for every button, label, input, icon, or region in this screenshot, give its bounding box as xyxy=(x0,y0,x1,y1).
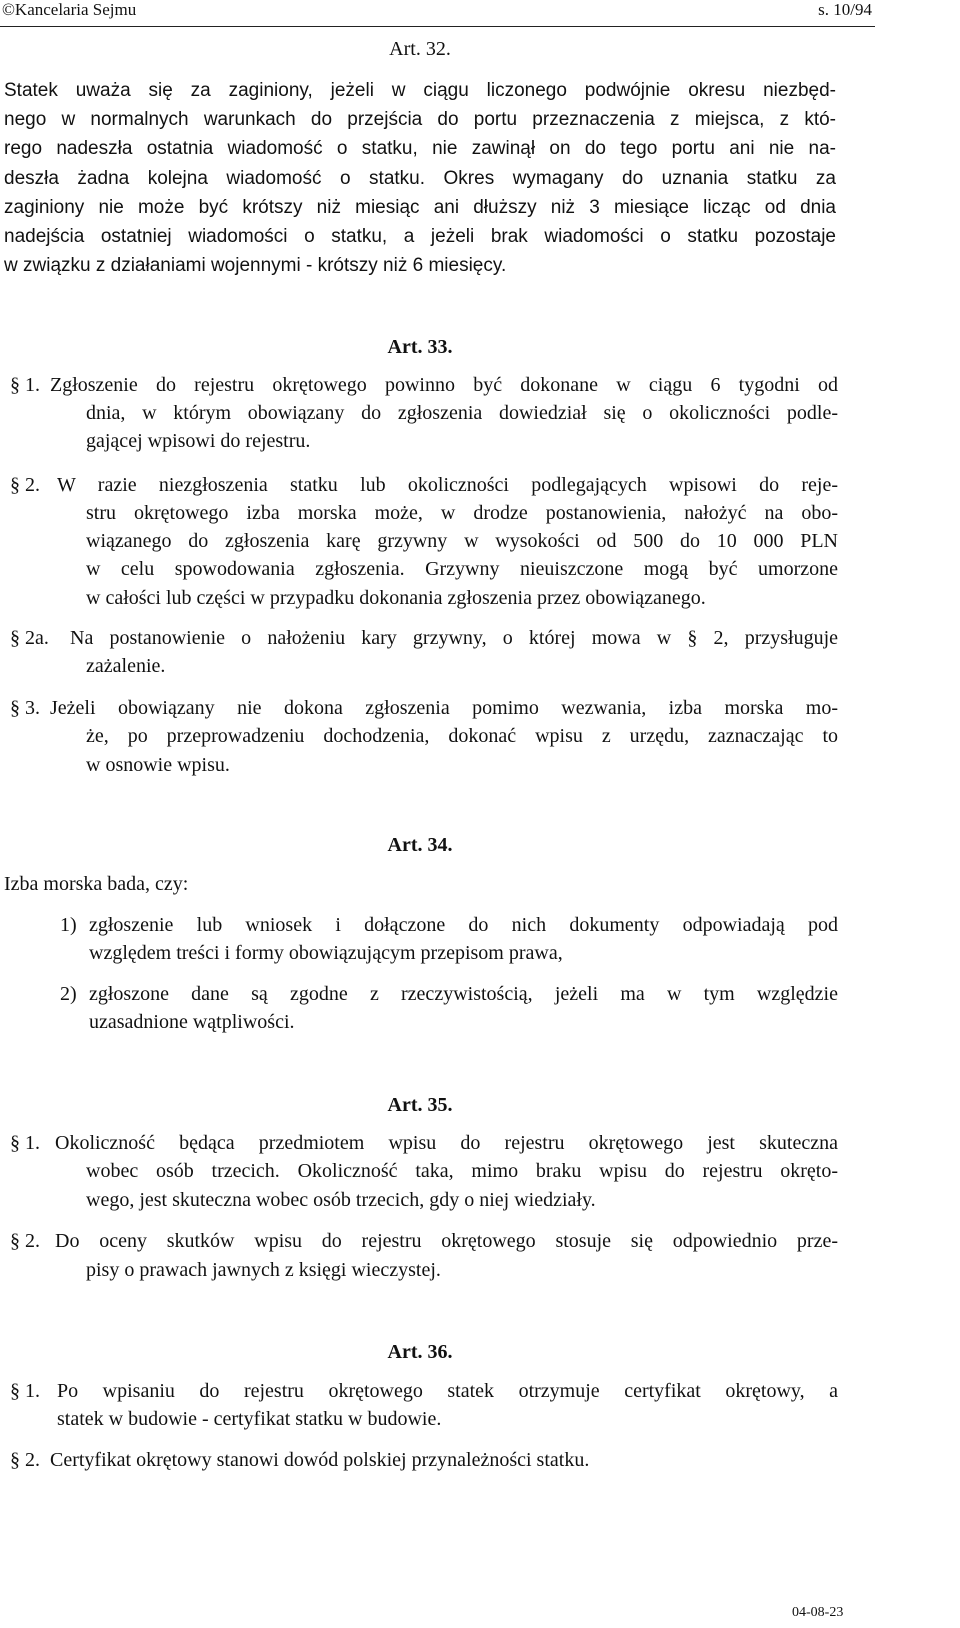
art32-line: zaginiony nie może być krótszy niż miesiąc ani dłuższy niż 3 miesiące licząc od dnia xyxy=(4,197,836,218)
art35-p1-line: wobec osób trzecich. Okoliczność taka, mimo braku wpisu do rejestru okręto- xyxy=(86,1160,838,1182)
art32-line: w związku z działaniami wojennymi - krótszy niż 6 miesięcy. xyxy=(4,255,507,276)
art32-line: nadejścia ostatniej wiadomości o statku, a jeżeli brak wiadomości o statku pozostaje xyxy=(4,226,836,247)
art33-p2-line: stru okrętowego izba morska może, w drodze postanowienia, nałożyć na obo- xyxy=(86,502,838,524)
art33-p3-line: że, po przeprowadzeniu dochodzenia, dokonać wpisu z urzędu, zaznaczając to xyxy=(86,725,838,747)
art36-p1-line: statek w budowie - certyfikat statku w budowie. xyxy=(57,1408,442,1430)
art33-p2-line: w całości lub części w przypadku dokonania zgłoszenia przez obowiązanego. xyxy=(86,587,706,609)
header-page-number: s. 10/94 xyxy=(818,0,872,19)
art33-p1-line: gającej wpisowi do rejestru. xyxy=(86,430,311,452)
art35-p1-line: Okoliczność będąca przedmiotem wpisu do rejestru okrętowego jest skuteczna xyxy=(55,1132,838,1154)
art33-p2a-line: zażalenie. xyxy=(86,655,166,677)
art34-item1-line: zgłoszenie lub wniosek i dołączone do nich dokumenty odpowiadają pod xyxy=(89,914,838,936)
art34-item1-line: względem treści i formy obowiązującym przepisom prawa, xyxy=(89,942,563,964)
article-34-title: Art. 34. xyxy=(387,834,453,856)
art32-line: Statek uważa się za zaginiony, jeżeli w ciągu liczonego podwójnie okresu niezbęd- xyxy=(4,80,836,101)
art35-p2-line: pisy o prawach jawnych z księgi wieczystej. xyxy=(86,1259,441,1281)
art33-p3-line: Jeżeli obowiązany nie dokona zgłoszenia pomimo wezwania, izba morska mo- xyxy=(50,697,838,719)
article-36-title: Art. 36. xyxy=(387,1341,453,1363)
art35-p1-line: wego, jest skuteczna wobec osób trzecich, gdy o niej wiedziały. xyxy=(86,1189,596,1211)
footer-date: 04-08-23 xyxy=(792,1605,844,1620)
item-number: 1) xyxy=(60,914,77,936)
art34-item2-line: uzasadnione wątpliwości. xyxy=(89,1011,295,1033)
art33-p2-line: wiązanego do zgłoszenia karę grzywny w wysokości od 500 do 10 000 PLN xyxy=(86,530,838,552)
art33-p2a-line: Na postanowienie o nałożeniu kary grzywny, o której mowa w § 2, przysługuje xyxy=(70,627,838,649)
page-header xyxy=(0,0,875,27)
art36-p1-line: Po wpisaniu do rejestru okrętowego statek otrzymuje certyfikat okrętowy, a xyxy=(57,1380,838,1402)
art33-p1-line: dnia, w którym obowiązany do zgłoszenia dowiedział się o okoliczności podle- xyxy=(86,402,838,424)
art34-item2-line: zgłoszone dane są zgodne z rzeczywistością, jeżeli ma w tym względzie xyxy=(89,983,838,1005)
paragraph-number: § 1. xyxy=(10,374,40,396)
art32-line: rego nadeszła ostatnia wiadomość o statku, nie zawinął on do tego portu ani nie na- xyxy=(4,138,836,159)
article-35-title: Art. 35. xyxy=(387,1094,453,1116)
paragraph-number: § 2. xyxy=(10,474,40,496)
paragraph-number: § 3. xyxy=(10,697,40,719)
item-number: 2) xyxy=(60,983,77,1005)
art34-intro: Izba morska bada, czy: xyxy=(4,873,189,895)
paragraph-number: § 2a. xyxy=(10,627,49,649)
art32-line: deszła żadna kolejna wiadomość o statku. Okres wymagany do uznania statku za xyxy=(4,168,836,189)
paragraph-number: § 2. xyxy=(10,1230,40,1252)
article-33-title: Art. 33. xyxy=(387,336,453,358)
paragraph-number: § 1. xyxy=(10,1380,40,1402)
header-source: ©Kancelaria Sejmu xyxy=(2,0,137,19)
article-32-title: Art. 32. xyxy=(389,38,451,60)
paragraph-number: § 1. xyxy=(10,1132,40,1154)
paragraph-number: § 2. xyxy=(10,1449,40,1471)
art33-p3-line: w osnowie wpisu. xyxy=(86,754,230,776)
art32-line: nego w normalnych warunkach do przejścia do portu przeznaczenia z miejsca, z któ- xyxy=(4,109,836,130)
art33-p2-line: w celu spowodowania zgłoszenia. Grzywny nieuiszczone mogą być umorzone xyxy=(86,558,838,580)
art35-p2-line: Do oceny skutków wpisu do rejestru okrętowego stosuje się odpowiednio prze- xyxy=(55,1230,838,1252)
art33-p1-line: Zgłoszenie do rejestru okrętowego powinno być dokonane w ciągu 6 tygodni od xyxy=(50,374,838,396)
art33-p2-line: W razie niezgłoszenia statku lub okoliczności podlegających wpisowi do reje- xyxy=(57,474,838,496)
art36-p2-line: Certyfikat okrętowy stanowi dowód polskiej przynależności statku. xyxy=(50,1449,590,1471)
